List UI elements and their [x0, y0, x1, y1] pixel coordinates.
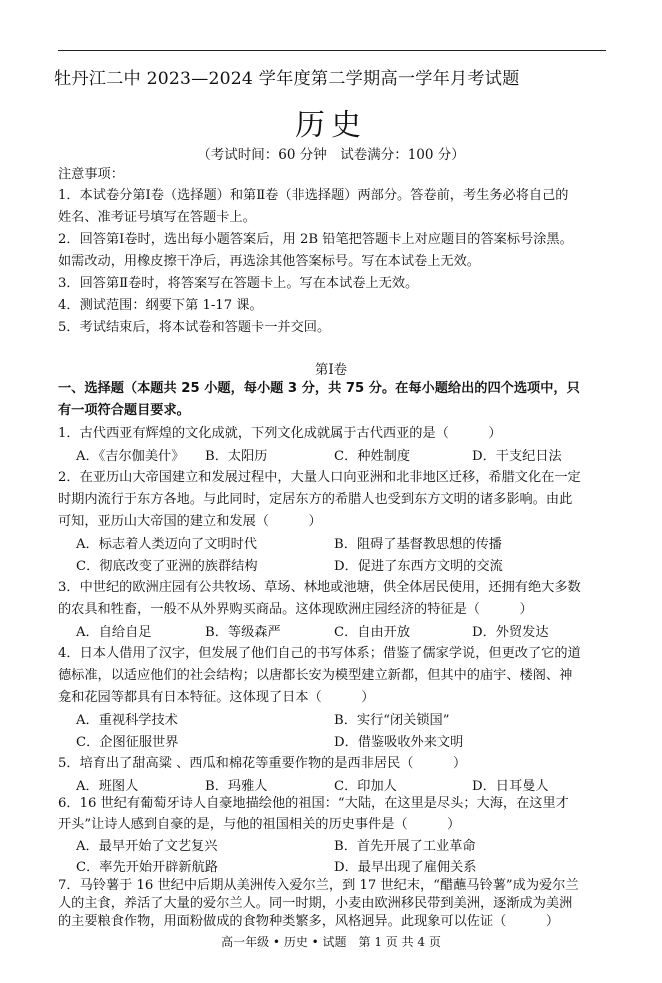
question-7-stem: 7．马铃薯于 16 世纪中后期从美洲传入爱尔兰，到 17 世纪末，“醋蘸马铃薯”成为爱尔兰 — [58, 878, 579, 893]
section-instruction: 有一项符合题目要求。 — [58, 403, 190, 418]
notes-line: 如需改动，用橡皮擦干净后，再选涂其他答案标号。写在本试卷上无效。 — [58, 254, 480, 269]
notes-line: 3．回答第Ⅱ卷时，将答案写在答题卡上。写在本试卷上无效。 — [58, 276, 419, 291]
q1-option-a: A．《吉尔伽美什》 — [76, 449, 185, 464]
q6-option-a: A．最早开始了文艺复兴 — [76, 839, 218, 854]
section-instruction: 一、选择题（本题共 25 小题，每小题 3 分，共 75 分。在每小题给出的四个选项中，只 — [58, 381, 580, 396]
q1-option-c: C．种姓制度 — [334, 449, 411, 464]
q6-option-c: C．率先开始开辟新航路 — [76, 860, 218, 875]
question-1-stem: 1．古代西亚有辉煌的文化成就，下列文化成就属于古代西亚的是（ ） — [58, 426, 502, 441]
q1-option-b: B．太阳历 — [205, 449, 268, 464]
q3-option-d: D．外贸发达 — [472, 625, 549, 640]
q2-option-d: D．促进了东西方文明的交流 — [334, 559, 503, 574]
q4-option-a: A．重视科学技术 — [76, 713, 178, 728]
exam-title: 牡丹江二中 2023—2024 学年度第二学期高一学年月考试题 — [54, 69, 520, 89]
notes-line: 4．测试范围：纲要下第 1-17 课。 — [58, 298, 263, 313]
q6-option-d: D．最早出现了雇佣关系 — [334, 860, 477, 875]
question-3-stem: 3．中世纪的欧洲庄园有公共牧场、草场、林地或池塘，供全体居民使用，还拥有绝大多数 — [58, 580, 581, 595]
question-3-stem: 的农具和牲畜，一般不从外界购买商品。这体现欧洲庄园经济的特征是（ ） — [58, 602, 533, 617]
question-2-stem: 可知，亚历山大帝国的建立和发展（ ） — [58, 514, 322, 529]
q5-option-c: C．印加人 — [334, 779, 397, 794]
q3-option-c: C．自由开放 — [334, 625, 411, 640]
q4-option-d: D．借鉴吸收外来文明 — [334, 735, 464, 750]
q4-option-b: B．实行“闭关锁国” — [334, 713, 450, 728]
page-footer: 高一年级 • 历史 • 试题 第 1 页 共 4 页 — [221, 935, 441, 949]
question-4-stem: 4．日本人借用了汉字，但发展了他们自己的书写体系；借鉴了儒家学说，但更改了它的道 — [58, 646, 581, 661]
notes-line: 1．本试卷分第Ⅰ卷（选择题）和第Ⅱ卷（非选择题）两部分。答卷前，考生务必将自己的 — [58, 188, 569, 203]
question-6-stem: 开头”让诗人感到自豪的是，与他的祖国相关的历史事件是（ ） — [58, 817, 461, 832]
q3-option-a: A．自给自足 — [76, 625, 152, 640]
part-label: 第Ⅰ卷 — [314, 362, 348, 378]
q6-option-b: B．首先开展了工业革命 — [334, 839, 476, 854]
q5-option-d: D．日耳曼人 — [472, 779, 549, 794]
notes-line: 姓名、准考证号填写在答题卡上。 — [58, 210, 256, 225]
subject-title: 历史 — [295, 108, 367, 143]
question-7-stem: 的主要粮食作物，用面粉做成的食物种类繁多，风格迥异。此现象可以佐证（ ） — [58, 914, 560, 929]
question-5-stem: 5．培育出了甜高粱 、西瓜和棉花等重要作物的是西非居民（ ） — [58, 756, 467, 771]
q2-option-a: A．标志着人类迈向了文明时代 — [76, 537, 257, 552]
q5-option-b: B．玛雅人 — [205, 779, 268, 794]
q4-option-c: C．企图征服世界 — [76, 735, 179, 750]
q3-option-b: B．等级森严 — [205, 625, 281, 640]
question-2-stem: 2．在亚历山大帝国建立和发展过程中，大量人口向亚洲和北非地区迁移，希腊文化在一定 — [58, 470, 581, 485]
notes-line: 5．考试结束后，将本试卷和答题卡一并交回。 — [58, 320, 331, 335]
exam-info: （考试时间：60 分钟 试卷满分：100 分） — [197, 147, 465, 163]
question-4-stem: 德标准，以适应他们的社会结构；以唐都长安为模型建立新都，但其中的庙宇、楼阁、神 — [58, 668, 573, 683]
q1-option-d: D．干支纪日法 — [472, 449, 562, 464]
top-rule — [58, 50, 606, 51]
question-4-stem: 龛和花园等都具有日本特征。这体现了日本（ ） — [58, 690, 375, 705]
notes-heading: 注意事项： — [58, 167, 124, 182]
q2-option-c: C．彻底改变了亚洲的族群结构 — [76, 559, 258, 574]
notes-line: 2．回答第Ⅰ卷时，选出每小题答案后，用 2B 铅笔把答题卡上对应题目的答案标号涂黑。 — [58, 232, 573, 247]
question-6-stem: 6．16 世纪有葡萄牙诗人自豪地描绘他的祖国：“大陆，在这里是尽头；大海，在这里才 — [58, 796, 569, 811]
question-2-stem: 时期内流行于东方各地。与此同时，定居东方的希腊人也受到东方文明的诸多影响。由此 — [58, 492, 573, 507]
question-7-stem: 人的主食，养活了大量的爱尔兰人。同一时期，小麦由欧洲移民带到美洲，逐渐成为美洲 — [58, 896, 573, 911]
q5-option-a: A．班图人 — [76, 779, 139, 794]
q2-option-b: B．阻碍了基督教思想的传播 — [334, 537, 502, 552]
